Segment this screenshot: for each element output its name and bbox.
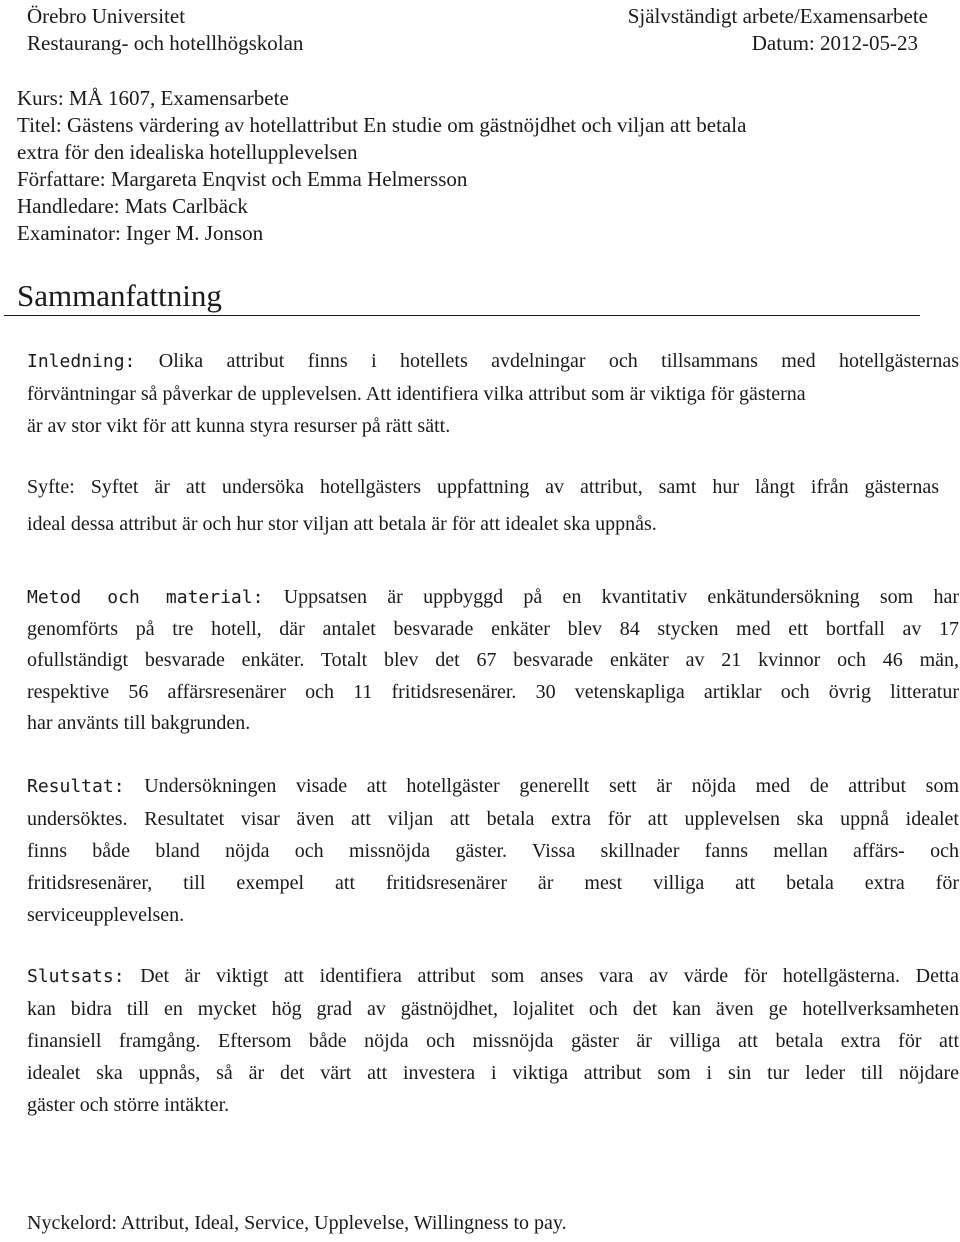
metod-label: Metod och material: bbox=[27, 587, 264, 608]
resultat-label: Resultat: bbox=[27, 776, 125, 797]
slutsats-line-2: kan bidra till en mycket hög grad av gästnöjdhet, lojalitet och det kan även ge hotellverksamheten bbox=[27, 998, 959, 1020]
keywords-line: Nyckelord: Attribut, Ideal, Service, Upplevelse, Willingness to pay. bbox=[27, 1212, 567, 1234]
inledning-label: Inledning: bbox=[27, 351, 136, 372]
school-name: Restaurang- och hotellhögskolan bbox=[27, 31, 304, 55]
metod-paragraph bbox=[27, 582, 959, 740]
slutsats-paragraph bbox=[27, 960, 959, 1121]
metod-line-2: genomförts på tre hotell, där antalet besvarade enkäter blev 84 stycken med ett bortfall av 17 bbox=[27, 617, 959, 640]
inledning-text-2: förväntningar så påverkar de upplevelsen. bbox=[27, 383, 362, 405]
resultat-line-2: undersöktes. Resultatet visar även att viljan att betala extra för att upplevelsen ska uppnå idealet bbox=[27, 808, 959, 830]
authors-line: Författare: Margareta Enqvist och Emma Helmersson bbox=[17, 167, 468, 191]
thesis-title-line-2: extra för den idealiska hotellupplevelsen bbox=[17, 140, 358, 164]
syfte-label: Syfte: bbox=[27, 476, 75, 498]
resultat-text-1: Undersökningen visade att hotellgäster generellt sett är nöjda med de attribut som bbox=[124, 775, 959, 797]
metod-text-1: Uppsatsen är uppbyggd på en kvantitativ enkätundersökning som har bbox=[263, 586, 960, 608]
inledning-paragraph bbox=[27, 345, 959, 442]
supervisor-line: Handledare: Mats Carlbäck bbox=[17, 194, 248, 218]
syfte-text-1: Syftet är att undersöka hotellgästers uppfattning av attribut, samt hur långt ifrån gästernas bbox=[74, 476, 939, 498]
slutsats-label: Slutsats: bbox=[27, 966, 125, 987]
course-line: Kurs: MÅ 1607, Examensarbete bbox=[17, 86, 289, 110]
inledning-text-1: Olika attribut finns i hotellets avdelningar och tillsammans med hotellgästernas bbox=[135, 350, 959, 372]
document-type: Självständigt arbete/Examensarbete bbox=[627, 4, 928, 28]
syfte-line-1 bbox=[27, 469, 939, 506]
examiner-line: Examinator: Inger M. Jonson bbox=[17, 221, 264, 245]
inledning-line-3: är av stor vikt för att kunna styra resurser på rätt sätt. bbox=[27, 415, 451, 437]
metod-line-5: har använts till bakgrunden. bbox=[27, 712, 251, 734]
slutsats-text-1: Det är viktigt att identifiera attribut som anses vara av värde för hotellgästerna. Detta bbox=[124, 965, 959, 987]
resultat-line-1 bbox=[27, 770, 959, 803]
section-divider bbox=[4, 315, 920, 316]
thesis-title-line-1: Titel: Gästens värdering av hotellattribut En studie om gästnöjdhet och viljan att betala bbox=[17, 113, 747, 137]
resultat-line-5: serviceupplevelsen. bbox=[27, 904, 185, 926]
university-name: Örebro Universitet bbox=[27, 4, 186, 28]
syfte-paragraph bbox=[27, 469, 959, 543]
resultat-line-4: fritidsresenärer, till exempel att fritidsresenärer är mest villiga att betala extra för bbox=[27, 872, 959, 894]
inledning-line-2 bbox=[27, 378, 959, 410]
inledning-line-1 bbox=[27, 345, 959, 378]
section-title: Sammanfattning bbox=[17, 278, 222, 313]
slutsats-line-1 bbox=[27, 960, 959, 993]
metod-line-1 bbox=[27, 582, 959, 614]
resultat-paragraph bbox=[27, 770, 959, 931]
document-date: Datum: 2012-05-23 bbox=[751, 31, 918, 55]
syfte-line-2: ideal dessa attribut är och hur stor viljan att betala är för att idealet ska uppnås. bbox=[27, 513, 657, 535]
slutsats-line-4: idealet ska uppnås, så är det värt att investera i viktiga attribut som i sin tur leder till nöjdare bbox=[27, 1062, 959, 1084]
slutsats-line-5: gäster och större intäkter. bbox=[27, 1094, 230, 1116]
slutsats-line-3: finansiell framgång. Eftersom både nöjda och missnöjda gäster är villiga att betala extra för att bbox=[27, 1030, 959, 1052]
metod-line-4: respektive 56 affärsresenärer och 11 fritidsresenärer. 30 vetenskapliga artiklar och övrig litteratur bbox=[27, 680, 959, 703]
metod-line-3: ofullständigt besvarade enkäter. Totalt blev det 67 besvarade enkäter av 21 kvinnor och 46 män, bbox=[27, 649, 959, 671]
resultat-line-3: finns både bland nöjda och missnöjda gäster. Vissa skillnader fanns mellan affärs- och bbox=[27, 840, 959, 862]
inledning-text-2b: Att identifiera vilka attribut som är viktiga för gästerna bbox=[361, 383, 806, 405]
